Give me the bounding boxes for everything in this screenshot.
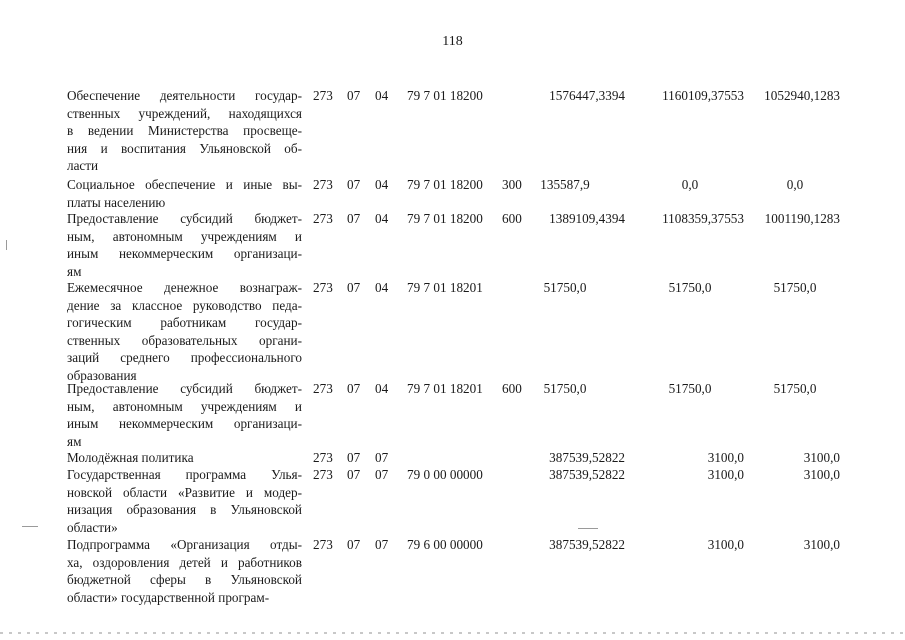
subsection-code: 04: [375, 211, 389, 226]
description-line: ственных образовательных органи-: [67, 332, 302, 348]
section-code: 07: [347, 88, 361, 103]
subsection-code: 04: [375, 280, 389, 295]
amount-year-2: 3100,0: [707, 467, 744, 482]
description-line: ным, автономным учреждениям и: [67, 228, 302, 244]
amount-year-2: 3100,0: [707, 537, 744, 552]
amount-year-3: 3100,0: [803, 537, 840, 552]
description-line: новской области «Развитие и модер-: [67, 484, 302, 500]
description-line: ям: [67, 433, 82, 449]
amount-year-1: 387539,52822: [549, 537, 625, 552]
ministry-code: 273: [313, 88, 333, 103]
target-article-code: 79 7 01 18200: [407, 177, 483, 192]
target-article-code: 79 7 01 18200: [407, 88, 483, 103]
amount-year-2: 1108359,37553: [662, 211, 744, 226]
row-description: [67, 466, 302, 536]
amount-year-2: 51750,0: [668, 280, 712, 295]
description-line: в ведении Министерства просвеще-: [67, 123, 302, 139]
amount-year-2: 3100,0: [707, 450, 744, 465]
amount-year-1: 51750,0: [543, 381, 587, 396]
amount-year-3: 1001190,1283: [764, 211, 840, 226]
description-line: ния и воспитания Ульяновской об-: [67, 140, 302, 156]
ministry-code: 273: [313, 381, 333, 396]
ministry-code: 273: [313, 280, 333, 295]
expense-type-code: 300: [502, 177, 522, 192]
subsection-code: 04: [375, 177, 389, 192]
amount-year-3: 0,0: [786, 177, 804, 192]
row-description: [67, 536, 302, 606]
amount-year-1: 1576447,3394: [549, 88, 625, 103]
description-line: бюджетной сферы в Ульяновской: [67, 572, 302, 588]
description-line: Предоставление субсидий бюджет-: [67, 211, 302, 226]
description-line: иным некоммерческим организаци-: [67, 246, 302, 262]
description-line: ям: [67, 263, 82, 279]
description-line: ха, оздоровления детей и работников: [67, 554, 302, 570]
description-line: Государственная программа Улья-: [67, 467, 302, 482]
target-article-code: 79 0 00 00000: [407, 467, 483, 482]
ministry-code: 273: [313, 467, 333, 482]
amount-year-1: 1389109,4394: [549, 211, 625, 226]
target-article-code: 79 7 01 18200: [407, 211, 483, 226]
row-description: [67, 380, 302, 450]
description-line: платы населению: [67, 194, 166, 210]
subsection-code: 04: [375, 88, 389, 103]
scan-mark-middle: [578, 528, 598, 529]
subsection-code: 04: [375, 381, 389, 396]
ministry-code: 273: [313, 450, 333, 465]
description-line: гогическим работникам государ-: [67, 315, 302, 331]
scan-bottom-edge: [0, 632, 905, 634]
target-article-code: 79 6 00 00000: [407, 537, 483, 552]
amount-year-1: 387539,52822: [549, 467, 625, 482]
amount-year-1: 135587,9: [540, 177, 590, 192]
amount-year-3: 51750,0: [773, 381, 817, 396]
ministry-code: 273: [313, 211, 333, 226]
scan-mark-edge: [6, 240, 7, 250]
section-code: 07: [347, 280, 361, 295]
row-description: [67, 176, 302, 211]
ministry-code: 273: [313, 177, 333, 192]
amount-year-3: 51750,0: [773, 280, 817, 295]
row-description: [67, 279, 302, 385]
section-code: 07: [347, 211, 361, 226]
section-code: 07: [347, 450, 361, 465]
description-line: иным некоммерческим организаци-: [67, 416, 302, 432]
description-line: Молодёжная политика: [67, 450, 194, 465]
amount-year-2: 1160109,37553: [662, 88, 744, 103]
section-code: 07: [347, 381, 361, 396]
description-line: дение за классное руководство педа-: [67, 297, 302, 313]
amount-year-2: 51750,0: [668, 381, 712, 396]
description-line: ным, автономным учреждениям и: [67, 398, 302, 414]
description-line: области»: [67, 519, 118, 535]
ministry-code: 273: [313, 537, 333, 552]
description-line: образования: [67, 367, 137, 383]
target-article-code: 79 7 01 18201: [407, 280, 483, 295]
row-description: [67, 87, 302, 175]
description-line: низация образования в Ульяновской: [67, 502, 302, 518]
page-number: 118: [442, 34, 463, 49]
section-code: 07: [347, 537, 361, 552]
row-description: [67, 210, 302, 280]
description-line: Предоставление субсидий бюджет-: [67, 381, 302, 396]
description-line: ственных учреждений, находящихся: [67, 105, 302, 121]
description-line: заций среднего профессионального: [67, 350, 302, 366]
scan-mark-left: [22, 526, 38, 527]
description-line: Обеспечение деятельности государ-: [67, 88, 302, 103]
subsection-code: 07: [375, 537, 389, 552]
subsection-code: 07: [375, 450, 389, 465]
section-code: 07: [347, 467, 361, 482]
subsection-code: 07: [375, 467, 389, 482]
amount-year-3: 3100,0: [803, 450, 840, 465]
expense-type-code: 600: [502, 381, 522, 396]
description-line: Социальное обеспечение и иные вы-: [67, 177, 302, 192]
row-description: [67, 449, 302, 467]
amount-year-2: 0,0: [681, 177, 699, 192]
amount-year-1: 51750,0: [543, 280, 587, 295]
section-code: 07: [347, 177, 361, 192]
description-line: Подпрограмма «Организация отды-: [67, 537, 302, 552]
amount-year-3: 3100,0: [803, 467, 840, 482]
description-line: области» государственной програм-: [67, 589, 270, 605]
description-line: ласти: [67, 158, 99, 174]
target-article-code: 79 7 01 18201: [407, 381, 483, 396]
expense-type-code: 600: [502, 211, 522, 226]
amount-year-1: 387539,52822: [549, 450, 625, 465]
description-line: Ежемесячное денежное вознаграж-: [67, 280, 302, 295]
amount-year-3: 1052940,1283: [764, 88, 840, 103]
